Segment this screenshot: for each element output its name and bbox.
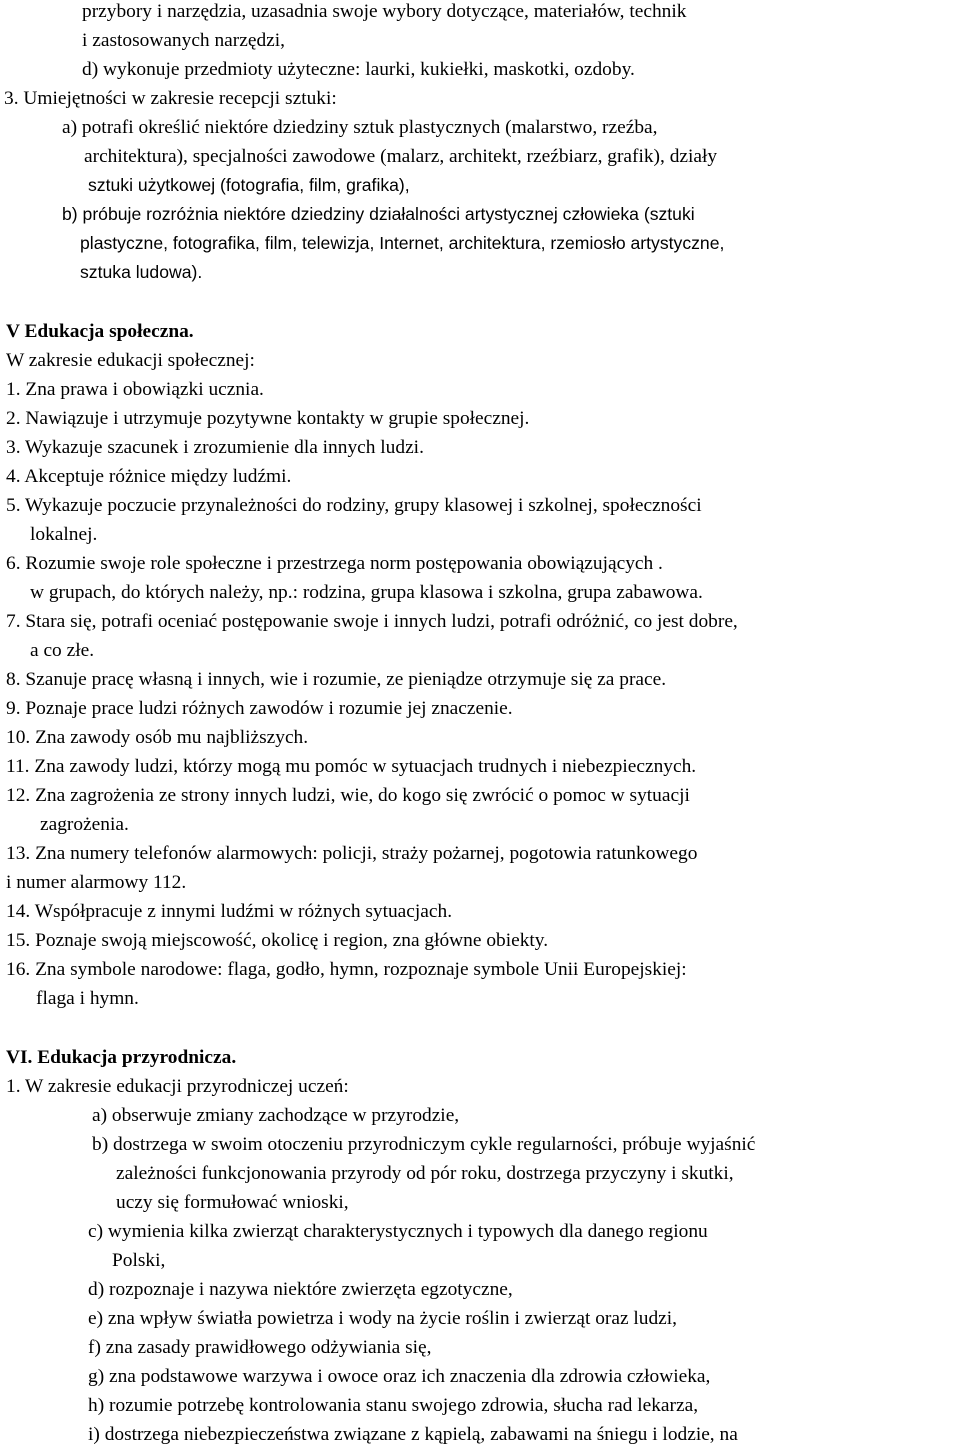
list-item-continuation: lokalnej. [30, 524, 98, 545]
section-heading: V Edukacja społeczna. [6, 321, 194, 342]
list-item: b) dostrzega w swoim otoczeniu przyrodniczym cykle regularności, próbuje wyjaśnić [92, 1134, 756, 1155]
list-item: 11. Zna zawody ludzi, którzy mogą mu pomóc w sytuacjach trudnych i niebezpiecznych. [6, 756, 697, 777]
list-item: 16. Zna symbole narodowe: flaga, godło, hymn, rozpoznaje symbole Unii Europejskiej: [6, 959, 687, 980]
text-line: sztuki użytkowej (fotografia, film, grafika), [88, 175, 410, 195]
text-line: i zastosowanych narzędzi, [82, 30, 285, 51]
text-line: b) próbuje rozróżnia niektóre dziedziny działalności artystycznej człowieka (sztuki [62, 204, 695, 224]
list-item: 12. Zna zagrożenia ze strony innych ludzi, wie, do kogo się zwrócić o pomoc w sytuacji [6, 785, 690, 806]
text-line: plastyczne, fotografika, film, telewizja, Internet, architektura, rzemiosło artystyczne, [80, 233, 725, 253]
list-item: 14. Współpracuje z innymi ludźmi w różnych sytuacjach. [6, 901, 453, 922]
list-item-continuation: zagrożenia. [40, 814, 129, 835]
list-item: d) rozpoznaje i nazywa niektóre zwierzęta egzotyczne, [88, 1279, 513, 1300]
list-item: 10. Zna zawody osób mu najbliższych. [6, 727, 309, 748]
list-item: 9. Poznaje prace ludzi różnych zawodów i rozumie jej znaczenie. [6, 698, 513, 719]
list-item: e) zna wpływ światła powietrza i wody na życie roślin i zwierząt oraz ludzi, [88, 1308, 678, 1329]
text-line: sztuka ludowa). [80, 262, 203, 282]
list-item: 8. Szanuje pracę własną i innych, wie i rozumie, ze pieniądze otrzymuje się za prace. [6, 669, 667, 690]
text-line: architektura), specjalności zawodowe (malarz, architekt, rzeźbiarz, grafik), działy [84, 146, 718, 167]
list-item: 3. Wykazuje szacunek i zrozumienie dla innych ludzi. [6, 437, 424, 458]
text-line: d) wykonuje przedmioty użyteczne: laurki, kukiełki, maskotki, ozdoby. [82, 59, 635, 80]
text-line: W zakresie edukacji społecznej: [6, 350, 255, 371]
list-item: c) wymienia kilka zwierząt charakterystycznych i typowych dla danego regionu [88, 1221, 708, 1242]
list-item-continuation: zależności funkcjonowania przyrody od pór roku, dostrzega przyczyny i skutki, [116, 1163, 734, 1184]
section-heading: VI. Edukacja przyrodnicza. [6, 1047, 237, 1068]
list-item-continuation: a co złe. [30, 640, 95, 661]
list-item: g) zna podstawowe warzywa i owoce oraz ich znaczenia dla zdrowia człowieka, [88, 1366, 711, 1387]
list-item: i) dostrzega niebezpieczeństwa związane z kąpielą, zabawami na śniegu i lodzie, na [88, 1424, 738, 1445]
list-item: 4. Akceptuje różnice między ludźmi. [6, 466, 292, 487]
list-item: 2. Nawiązuje i utrzymuje pozytywne kontakty w grupie społecznej. [6, 408, 530, 429]
list-item: 13. Zna numery telefonów alarmowych: policji, straży pożarnej, pogotowia ratunkowego [6, 843, 698, 864]
text-line: 1. W zakresie edukacji przyrodniczej uczeń: [6, 1076, 349, 1097]
text-line: 3. Umiejętności w zakresie recepcji sztuki: [4, 88, 337, 109]
text-line: a) potrafi określić niektóre dziedziny sztuk plastycznych (malarstwo, rzeźba, [62, 117, 658, 138]
list-item: a) obserwuje zmiany zachodzące w przyrodzie, [92, 1105, 460, 1126]
list-item: 1. Zna prawa i obowiązki ucznia. [6, 379, 264, 400]
list-item-continuation: Polski, [112, 1250, 166, 1271]
list-item: f) zna zasady prawidłowego odżywiania się, [88, 1337, 432, 1358]
list-item-continuation: flaga i hymn. [36, 988, 139, 1009]
list-item: 7. Stara się, potrafi oceniać postępowanie swoje i innych ludzi, potrafi odróżnić, co jest dobre, [6, 611, 738, 632]
list-item: 15. Poznaje swoją miejscowość, okolicę i region, zna główne obiekty. [6, 930, 549, 951]
text-line: przybory i narzędzia, uzasadnia swoje wybory dotyczące, materiałów, technik [82, 1, 687, 22]
list-item-continuation: uczy się formułować wnioski, [116, 1192, 349, 1213]
list-item-continuation: w grupach, do których należy, np.: rodzina, grupa klasowa i szkolna, grupa zabawowa. [30, 582, 703, 603]
list-item: h) rozumie potrzebę kontrolowania stanu swojego zdrowia, słucha rad lekarza, [88, 1395, 699, 1416]
list-item-continuation: i numer alarmowy 112. [6, 872, 187, 893]
list-item: 5. Wykazuje poczucie przynależności do rodziny, grupy klasowej i szkolnej, społeczności [6, 495, 702, 516]
list-item: 6. Rozumie swoje role społeczne i przestrzega norm postępowania obowiązujących . [6, 553, 663, 574]
